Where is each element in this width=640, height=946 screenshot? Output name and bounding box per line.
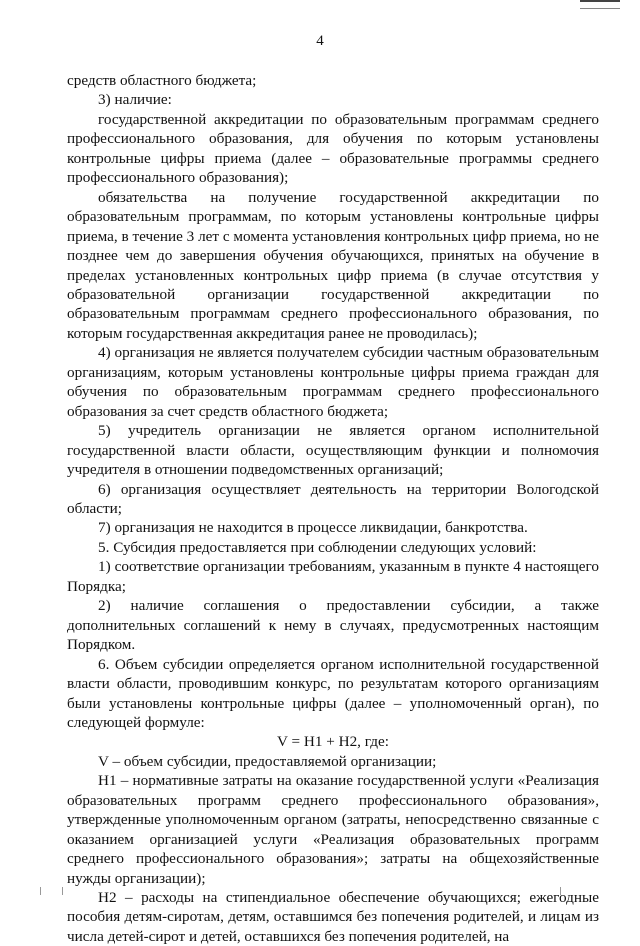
scan-edge-mark [62, 887, 63, 895]
scan-corner-mark [580, 0, 620, 9]
paragraph-item-7: 7) организация не находится в процессе ликвидации, банкротства. [98, 519, 528, 537]
paragraph-section-6: 6. Объем субсидии определяется органом исполнительной государственной власти области, проводившим конкурс, по результатам которого организациям были установлены контрольные цифры (далее – уполномоченный орган), по следующей формуле: [67, 655, 599, 731]
scan-edge-mark [560, 887, 561, 895]
page-number: 4 [316, 33, 324, 49]
definition-h2: H2 – расходы на стипендиальное обеспечение обучающихся; ежегодные пособия детям-сиротам, детям, оставшимся без попечения родителей, и лицам из числа детей-сирот и детей, оставшихся без попечения родителей, на [67, 889, 599, 945]
paragraph-section-5: 5. Субсидия предоставляется при соблюдении следующих условий: [98, 538, 537, 556]
paragraph-accreditation: государственной аккредитации по образовательным программам среднего профессионального образования, для обучения по которым установлены контрольные цифры приема (далее – образовательные программы среднего профессионального образования); [67, 110, 599, 187]
formula: V = H1 + H2, где: [277, 733, 389, 751]
definition-v: V – объем субсидии, предоставляемой организации; [98, 752, 437, 770]
paragraph-condition-2: 2) наличие соглашения о предоставлении субсидии, а также дополнительных соглашений к нему в случаях, предусмотренных настоящим Порядком. [67, 597, 599, 654]
definition-h1: H1 – нормативные затраты на оказание государственной услуги «Реализация образовательных программ среднего профессионального образования», утвержденные уполномоченным органом (затраты, непосредственно связанные с оказанием организацией услуги «Реализация образовательных программ среднего профессионального образования»; затраты на общехозяйственные нужды организации); [67, 772, 599, 887]
paragraph-item-5: 5) учредитель организации не является органом исполнительной государственной власти области, осуществляющим функции и полномочия учредителя в отношении подведомственных организаций; [67, 422, 599, 479]
paragraph-continuation: средств областного бюджета; [67, 72, 257, 89]
paragraph-item-3: 3) наличие: [98, 91, 172, 109]
paragraph-condition-1: 1) соответствие организации требованиям, указанным в пункте 4 настоящего Порядка; [67, 558, 599, 595]
scan-edge-mark [40, 887, 41, 895]
paragraph-item-6: 6) организация осуществляет деятельность на территории Вологодской области; [67, 480, 599, 517]
paragraph-obligation: обязательства на получение государственной аккредитации по образовательным программам, по которым установлены контрольные цифры приема, в течение 3 лет с момента установления контрольных цифр приема, но не позднее чем до завершения обучения обучающихся, принятых на обучение в пределах установленных контрольных цифр приема (в случае отсутствия у образовательной организации государственной аккредитации по образовательным программам среднего профессионального образования, по которым государственная аккредитация ранее не проводилась); [67, 188, 599, 342]
document-body [67, 71, 599, 946]
paragraph-item-4: 4) организация не является получателем субсидии частным образовательным организациям, которым установлены контрольные цифры приема граждан для обучения по образовательным программам среднего профессионального образования за счет средств областного бюджета; [67, 344, 599, 420]
